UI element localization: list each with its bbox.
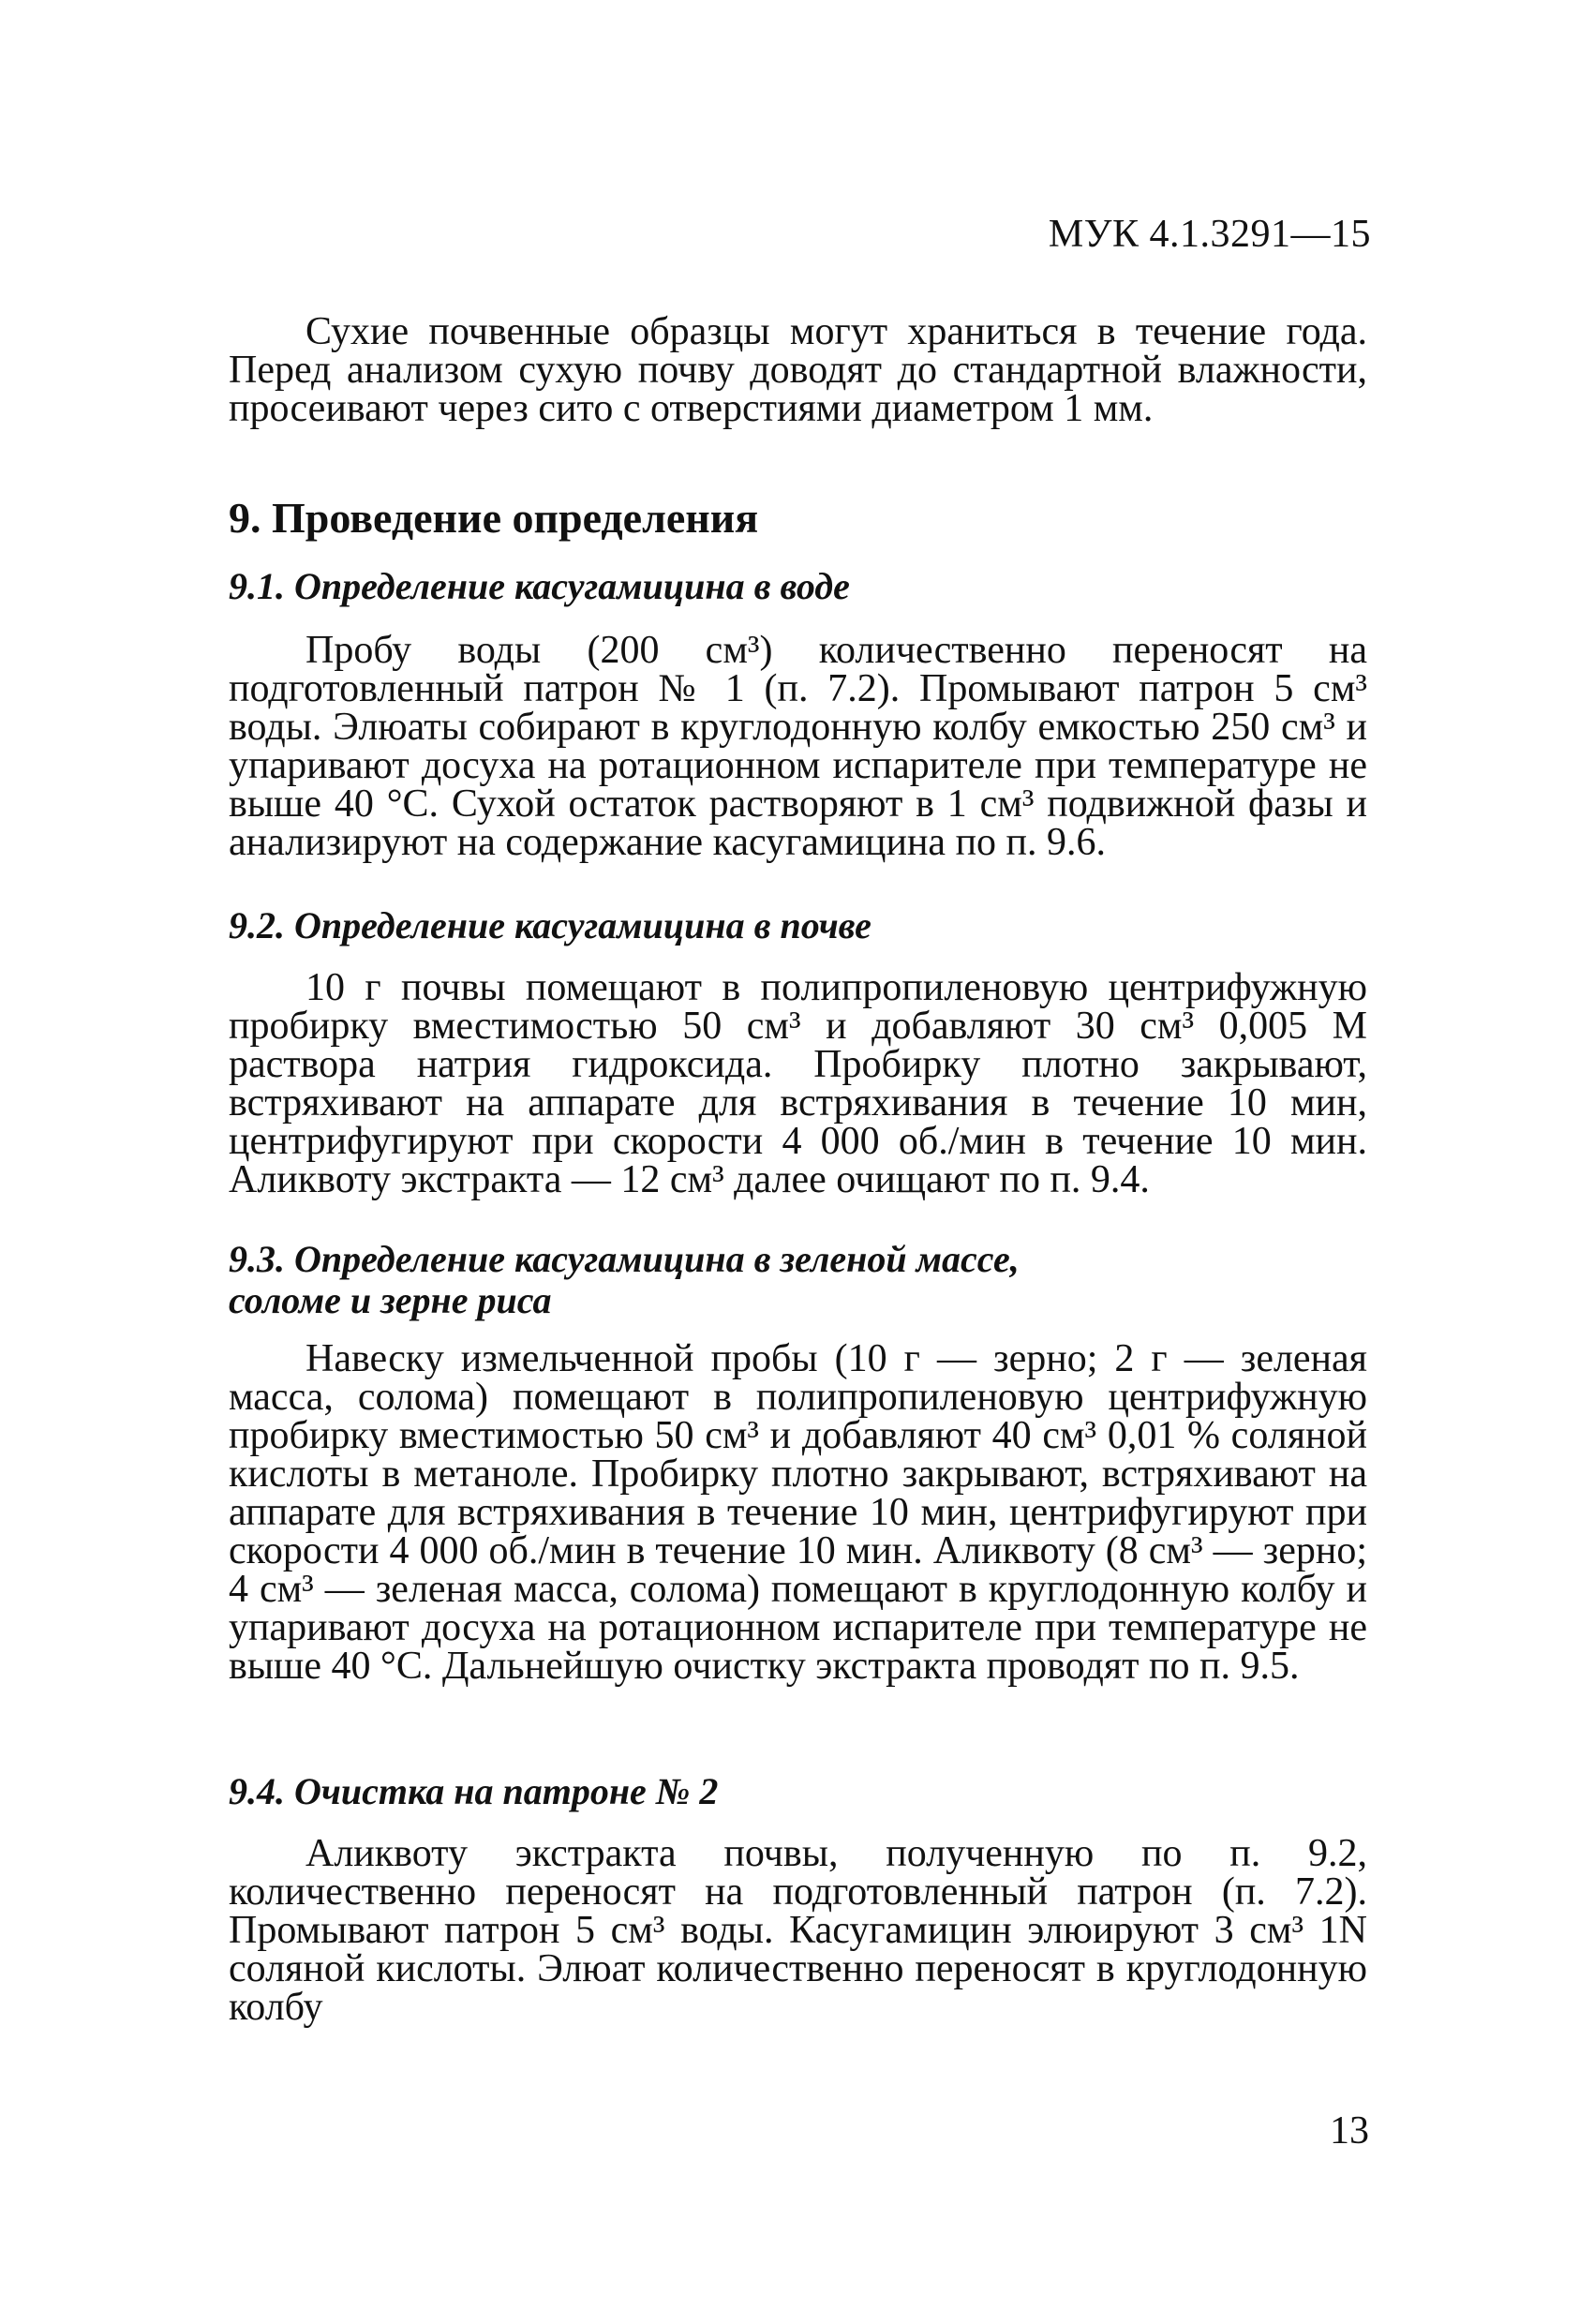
section-9-3-block xyxy=(229,1239,1367,1686)
section-9-2-title: 9.2. Определение касугамицина в почве xyxy=(229,904,871,946)
section-9-3-title-line-2: соломе и зерне риса xyxy=(229,1279,552,1321)
section-9-1-paragraph: Пробу воды (200 см³) количественно переносят на подготовленный патрон № 1 (п. 7.2). Промывают патрон 5 см³ воды. Элюаты собирают в круглодонную колбу емкостью 250 см³ и упаривают досуха на ротационном испарителе при температуре не выше 40 °С. Сухой остаток растворяют в 1 см³ подвижной фазы и анализируют на содержание касугамицина по п. 9.6. xyxy=(229,629,1367,864)
section-9-heading-block xyxy=(229,495,1367,542)
section-9-4-block xyxy=(229,1771,1367,2027)
section-9-2-paragraph: 10 г почвы помещают в полипропиленовую центрифужную пробирку вместимостью 50 см³ и добавляют 30 см³ 0,005 М раствора натрия гидроксида. Пробирку плотно закрывают, встряхивают на аппарате для встряхивания в течение 10 мин, центрифугируют при скорости 4 000 об./мин в течение 10 мин. Аликвоту экстракта — 12 см³ далее очищают по п. 9.4. xyxy=(229,966,1367,1201)
section-9-3-title-line-1: 9.3. Определение касугамицина в зеленой массе, xyxy=(229,1238,1020,1280)
page-number: 13 xyxy=(1330,2109,1369,2153)
section-9-1-title: 9.1. Определение касугамицина в воде xyxy=(229,565,850,607)
intro-paragraph: Сухие почвенные образцы могут храниться в течение года. Перед анализом сухую почву доводят до стандартной влажности, просеивают через сито с отверстиями диаметром 1 мм. xyxy=(229,310,1367,430)
intro-block xyxy=(229,310,1367,430)
section-9-4-paragraph: Аликвоту экстракта почвы, полученную по п. 9.2, количественно переносят на подготовленный патрон (п. 7.2). Промывают патрон 5 см³ воды. Касугамицин элюируют 3 см³ 1N соляной кислоты. Элюат количественно переносят в круглодонную колбу xyxy=(229,1832,1367,2029)
section-9-2-block xyxy=(229,905,1367,1199)
section-9-4-title: 9.4. Очистка на патроне № 2 xyxy=(229,1770,719,1812)
section-9-title: 9. Проведение определения xyxy=(229,494,759,542)
section-9-1-block xyxy=(229,566,1367,862)
section-9-3-paragraph: Навеску измельченной пробы (10 г — зерно; 2 г — зеленая масса, солома) помещают в полипропиленовую центрифужную пробирку вместимостью 50 см³ и добавляют 40 см³ 0,01 % соляной кислоты в метаноле. Пробирку плотно закрывают, встряхивают на аппарате для встряхивания в течение 10 мин, центрифугируют при скорости 4 000 об./мин в течение 10 мин. Аликвоту (8 см³ — зерно; 4 см³ — зеленая масса, солома) помещают в круглодонную колбу и упаривают досуха на ротационном испарителе при температуре не выше 40 °С. Дальнейшую очистку экстракта проводят по п. 9.5. xyxy=(229,1337,1367,1688)
document-code-header: МУК 4.1.3291—15 xyxy=(1048,213,1371,256)
